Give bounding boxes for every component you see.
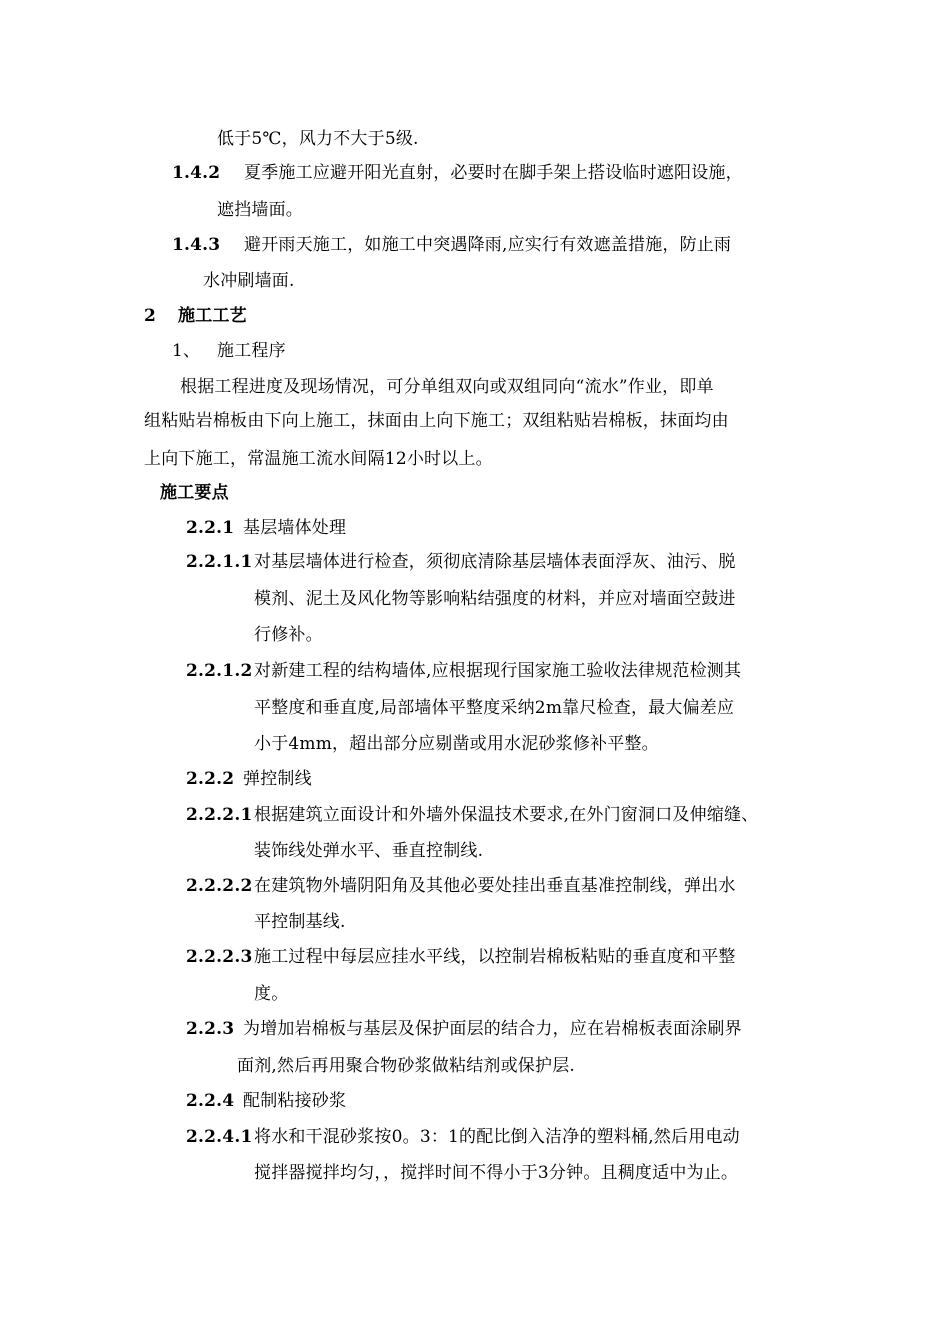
section-item-2-2-2-3 <box>186 946 736 968</box>
section-text: 根据建筑立面设计和外墙外保温技术要求,在外门窗洞口及伸缩缝、 <box>254 805 759 825</box>
text-line: 平整度和垂直度,局部墙体平整度采纳2m靠尺检查，最大偏差应 <box>254 698 735 718</box>
section-text: 夏季施工应避开阳光直射，必要时在脚手架上搭设临时遮阳设施， <box>244 163 743 183</box>
section-text: 基层墙体处理 <box>243 518 347 538</box>
section-number: 2.2.4 <box>186 1091 235 1111</box>
section-number: 2.2.4.1 <box>186 1127 253 1147</box>
paragraph-line: 根据工程进度及现场情况，可分单组双向或双组同向“流水”作业，即单 <box>180 377 714 397</box>
text-line: 度。 <box>254 984 289 1004</box>
subsection-heading-text: 施工程序 <box>217 341 286 361</box>
section-number: 2.2.2.3 <box>186 947 253 967</box>
section-item-1-4-2 <box>172 162 743 184</box>
section-text: 为增加岩棉板与基层及保护面层的结合力，应在岩棉板表面涂刷界 <box>243 1019 742 1039</box>
section-number: 2.2.1.1 <box>186 552 253 572</box>
section-item-2-2-1 <box>186 517 346 539</box>
section-number: 2.2.2.2 <box>186 876 253 896</box>
section-item-2-2-2 <box>186 768 312 790</box>
section-text: 施工过程中每层应挂水平线，以控制岩棉板粘贴的垂直度和平整 <box>254 947 736 967</box>
subsection-number: 1、 <box>172 341 201 361</box>
section-text: 对新建工程的结构墙体,应根据现行国家施工验收法律规范检测其 <box>254 661 742 681</box>
section-item-2-2-1-2 <box>186 660 741 682</box>
subsection-heading-1 <box>172 340 286 362</box>
section-text: 对基层墙体进行检查，须彻底清除基层墙体表面浮灰、油污、脱 <box>254 552 736 572</box>
section-item-2-2-3 <box>186 1018 742 1040</box>
section-item-1-4-3 <box>172 234 731 256</box>
paragraph-line: 上向下施工，常温施工流水间隔12小时以上。 <box>144 449 493 469</box>
section-number: 2 <box>144 306 157 326</box>
section-heading-2 <box>144 305 247 327</box>
text-line: 模剂、泥土及风化物等影响粘结强度的材料，并应对墙面空鼓进 <box>254 589 736 609</box>
text-line: 面剂,然后再用聚合物砂浆做粘结剂或保护层. <box>237 1056 576 1076</box>
section-number: 2.2.2.1 <box>186 805 253 825</box>
text-line: 遮挡墙面。 <box>217 200 303 220</box>
section-item-2-2-2-1 <box>186 804 758 826</box>
section-item-2-2-2-2 <box>186 875 736 897</box>
section-text: 将水和干混砂浆按0。3：1的配比倒入洁净的塑料桶,然后用电动 <box>254 1127 740 1147</box>
section-text: 避开雨天施工，如施工中突遇降雨,应实行有效遮盖措施，防止雨 <box>244 235 732 255</box>
text-line: 装饰线处弹水平、垂直控制线. <box>254 841 484 861</box>
paragraph-line: 组粘贴岩棉板由下向上施工，抹面由上向下施工；双组粘贴岩棉板，抹面均由 <box>144 411 729 431</box>
section-number: 2.2.2 <box>186 769 235 789</box>
section-text: 在建筑物外墙阴阳角及其他必要处挂出垂直基准控制线，弹出水 <box>254 876 736 896</box>
text-line: 搅拌器搅拌均匀，，搅拌时间不得小于3分钟。且稠度适中为止。 <box>254 1163 739 1183</box>
text-line: 平控制基线. <box>254 912 346 932</box>
section-number: 2.2.1.2 <box>186 661 253 681</box>
section-number: 2.2.3 <box>186 1019 235 1039</box>
text-line: 行修补。 <box>254 625 323 645</box>
text-line: 水冲刷墙面. <box>203 271 295 291</box>
text-line: 小于4mm，超出部分应剔凿或用水泥砂浆修补平整。 <box>254 734 659 754</box>
section-number: 2.2.1 <box>186 518 235 538</box>
section-item-2-2-1-1 <box>186 551 736 573</box>
section-number: 1.4.2 <box>172 163 221 183</box>
section-heading-text: 施工工艺 <box>178 306 247 326</box>
section-item-2-2-4 <box>186 1090 346 1112</box>
subsection-heading-key-points: 施工要点 <box>160 483 229 503</box>
section-item-2-2-4-1 <box>186 1126 740 1148</box>
section-text: 弹控制线 <box>243 769 312 789</box>
section-text: 配制粘接砂浆 <box>243 1091 347 1111</box>
text-line: 低于5℃，风力不大于5级. <box>217 129 419 149</box>
section-number: 1.4.3 <box>172 235 221 255</box>
